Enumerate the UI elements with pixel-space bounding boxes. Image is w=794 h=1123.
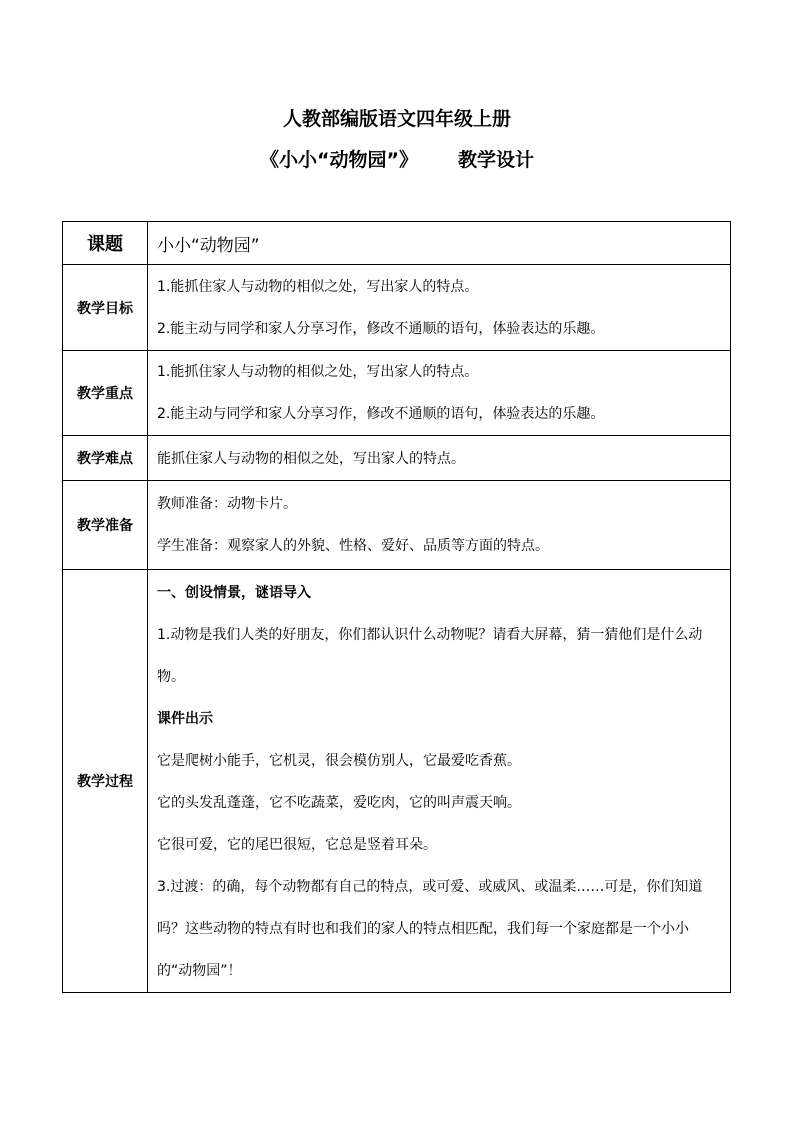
topic-value: 小小“动物园” [148, 222, 731, 265]
preparation-content [148, 481, 731, 570]
key-point-item: 1.能抓住家人与动物的相似之处，写出家人的特点。 [157, 364, 479, 380]
process-label: 教学过程 [63, 570, 148, 993]
goals-label: 教学目标 [63, 265, 148, 351]
riddle-item: 它很可爱，它的尾巴很短，它总是竖着耳朵。 [157, 837, 437, 853]
key-points-row [63, 351, 731, 436]
goals-row [63, 265, 731, 351]
transition-paragraph: 3.过渡：的确，每个动物都有自己的特点，或可爱、或威风、或温柔……可是，你们知道吗？这些动物的特点有时也和我们的家人的特点相匹配，我们每一个家庭都是一个小小的“动物园”！ [157, 879, 703, 979]
preparation-row [63, 481, 731, 570]
section-heading: 一、创设情景，谜语导入 [157, 585, 311, 601]
key-points-content [148, 351, 731, 436]
topic-row [63, 222, 731, 265]
lesson-plan-table [62, 221, 731, 993]
goal-item: 2.能主动与同学和家人分享习作，修改不通顺的语句，体验表达的乐趣。 [157, 320, 605, 337]
lesson-name: 《小小“动物园”》 [260, 149, 418, 171]
key-point-item: 2.能主动与同学和家人分享习作，修改不通顺的语句，体验表达的乐趣。 [157, 406, 605, 422]
goal-item: 1.能抓住家人与动物的相似之处，写出家人的特点。 [157, 278, 479, 295]
preparation-label: 教学准备 [63, 481, 148, 570]
topic-label: 课题 [63, 222, 148, 265]
goals-content [148, 265, 731, 351]
process-row [63, 570, 731, 993]
difficulty-value: 能抓住家人与动物的相似之处，写出家人的特点。 [148, 436, 731, 481]
subtitle-suffix: 教学设计 [457, 149, 534, 171]
difficulty-label: 教学难点 [63, 436, 148, 481]
difficulty-row [63, 436, 731, 481]
preparation-item: 教师准备：动物卡片。 [157, 496, 297, 512]
process-content [148, 570, 731, 993]
riddle-item: 它的头发乱蓬蓬，它不吃蔬菜，爱吃肉，它的叫声震天响。 [157, 795, 521, 811]
key-points-label: 教学重点 [63, 351, 148, 436]
riddle-item: 它是爬树小能手，它机灵，很会模仿别人，它最爱吃香蕉。 [157, 753, 521, 769]
document-title: 人教部编版语文四年级上册 [282, 108, 511, 130]
document-subtitle [0, 147, 794, 173]
preparation-item: 学生准备：观察家人的外貌、性格、爱好、品质等方面的特点。 [157, 538, 549, 554]
courseware-heading: 课件出示 [157, 711, 213, 727]
intro-paragraph: 1.动物是我们人类的好朋友，你们都认识什么动物呢？请看大屏幕，猜一猜他们是什么动物。 [157, 627, 703, 685]
